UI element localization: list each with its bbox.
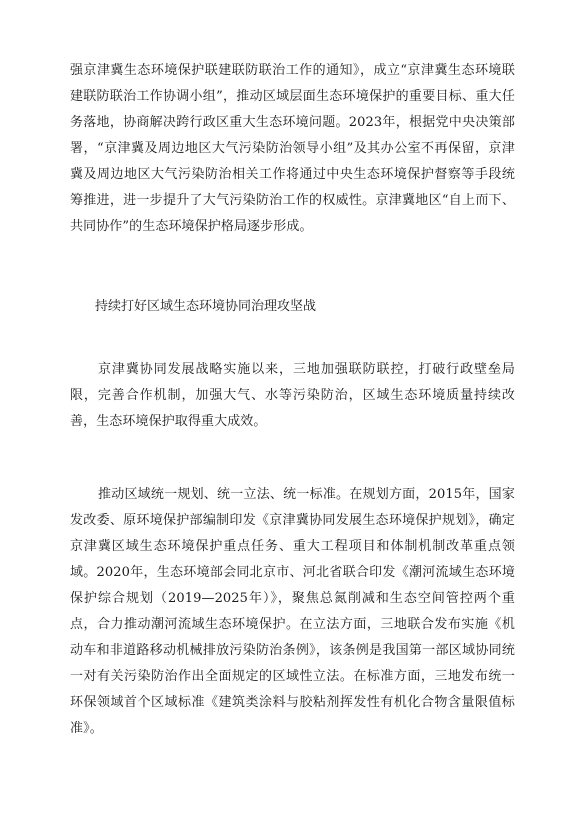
body-paragraph-3: 推动区域统一规划、统一立法、统一标准。在规划方面，2015年，国家发改委、原环境保护部编制印发《京津冀协同发展生态环境保护规划》，确定京津冀区域生态环境保护重点任务、重大工程项目和体制机制改革重点领域。2020年，生态环境部会同北京市、河北省联合印发《潮河流域生态环境保护综合规划（2019—2025年）》，聚焦总氮削减和生态空间管控两个重点，合力推动潮河流域生态环境保护。在立法方面，三地联合发布实施《机动车和非道路移动机械排放污染防治条例》，该条例是我国第一部区域协同统一对有关污染防治作出全面规定的区域性立法。在标准方面，三地发布统一环保领域首个区域标准《建筑类涂料与胶粘剂挥发性有机化合物含量限值标准》。 [70,487,515,736]
section-heading: 持续打好区域生态环境协同治理攻坚战 [95,299,317,314]
body-paragraph-1: 强京津冀生态环境保护联建联防联治工作的通知》，成立“京津冀生态环境联建联防联治工作协调小组”，推动区域层面生态环境保护的重要目标、重大任务落地，协商解决跨行政区重大生态环境问题。2023年，根据党中央决策部署，“京津冀及周边地区大气污染防治领导小组”及其办公室不再保留，京津冀及周边地区大气污染防治相关工作将通过中央生态环境保护督察等手段统筹推进，进一步提升了大气污染防治工作的权威性。京津冀地区“自上而下、共同协作”的生态环境保护格局逐步形成。 [70,63,515,234]
body-paragraph-2: 京津冀协同发展战略实施以来，三地加强联防联控，打破行政壁垒局限，完善合作机制，加强大气、水等污染防治，区域生态环境质量持续改善，生态环境保护取得重大成效。 [70,362,515,429]
